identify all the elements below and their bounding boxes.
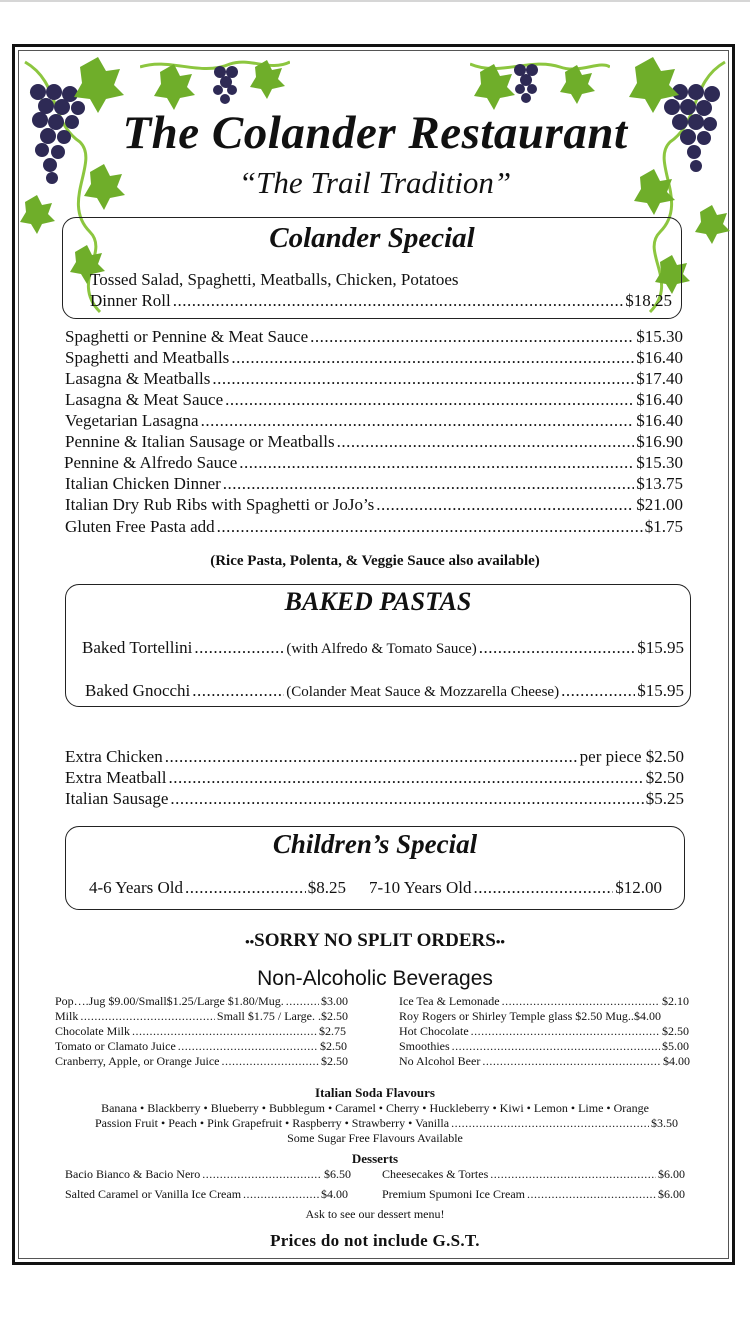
soda-heading: Italian Soda Flavours	[315, 1085, 435, 1100]
diamond-icon: ••	[495, 934, 505, 949]
beverage-item: Chocolate Milk ..... $2.75	[55, 1024, 346, 1039]
diamond-icon: ••	[245, 934, 255, 949]
baked-item: Baked Gnocchi ..... (Colander Meat Sauce & Mozzarella Cheese) ..... $15.95	[85, 681, 684, 701]
children-group-2: 7-10 Years Old ..... $12.00	[369, 878, 662, 898]
menu-item: Pennine & Italian Sausage or Meatballs ..... $16.90	[65, 432, 683, 452]
gst-footer: Prices do not include G.S.T.	[270, 1231, 480, 1250]
beverages-heading: Non-Alcoholic Beverages	[257, 967, 493, 990]
dessert-item: Salted Caramel or Vanilla Ice Cream ..... $4.00	[65, 1187, 348, 1202]
extra-item: Italian Sausage ..... $5.25	[65, 789, 684, 809]
menu-item: Spaghetti and Meatballs ..... $16.40	[65, 348, 683, 368]
colander-special-heading: Colander Special	[269, 222, 475, 254]
soda-sugar-free-note: Some Sugar Free Flavours Available	[287, 1131, 463, 1145]
item-price: $18.25	[625, 291, 672, 310]
menu-item: Lasagna & Meat Sauce ..... $16.40	[65, 390, 683, 410]
dessert-menu-note: Ask to see our dessert menu!	[305, 1207, 445, 1221]
item-name: Dinner Roll	[90, 291, 171, 310]
menu-item: Italian Dry Rub Ribs with Spaghetti or JoJo’s ..... $21.00	[65, 495, 683, 515]
menu-item: Spaghetti or Pennine & Meat Sauce ..... $15.30	[65, 327, 683, 347]
pasta-note: (Rice Pasta, Polenta, & Veggie Sauce also available)	[210, 553, 540, 569]
beverage-item: No Alcohol Beer ..... $4.00	[399, 1054, 690, 1069]
top-divider	[0, 0, 750, 2]
childrens-special-heading: Children’s Special	[272, 829, 478, 859]
baked-item: Baked Tortellini ..... (with Alfredo & Tomato Sauce) ..... $15.95	[82, 638, 684, 658]
colander-special-line2	[90, 291, 672, 311]
beverage-item: Roy Rogers or Shirley Temple glass $2.50 Mug.. $4.00	[399, 1009, 661, 1023]
extra-item: Extra Meatball ..... $2.50	[65, 768, 684, 788]
colander-special-line1: Tossed Salad, Spaghetti, Meatballs, Chicken, Potatoes	[90, 270, 459, 289]
beverage-item: Smoothies ..... $5.00	[399, 1039, 689, 1054]
extra-item: Extra Chicken ..... per piece $2.50	[65, 747, 684, 767]
beverage-item: Hot Chocolate ..... $2.50	[399, 1024, 689, 1039]
children-group-1: 4-6 Years Old ..... $8.25	[89, 878, 346, 898]
dessert-item: Cheesecakes & Tortes ..... $6.00	[382, 1167, 685, 1182]
menu-item: Pennine & Alfredo Sauce ..... $15.30	[64, 453, 683, 473]
menu-item: Italian Chicken Dinner ..... $13.75	[65, 474, 683, 494]
beverage-item: Tomato or Clamato Juice ..... $2.50	[55, 1039, 347, 1054]
split-notice: ••SORRY NO SPLIT ORDERS••	[245, 930, 505, 951]
baked-pastas-heading: BAKED PASTAS	[284, 587, 472, 616]
restaurant-title: The Colander Restaurant	[122, 107, 628, 159]
tagline: “The Trail Tradition”	[238, 165, 512, 200]
beverage-item: Cranberry, Apple, or Orange Juice ..... $2.50	[55, 1054, 348, 1069]
soda-flavours-line1: Banana • Blackberry • Blueberry • Bubblegum • Caramel • Cherry • Huckleberry • Kiwi • Lemon • Lime • Orange	[101, 1101, 649, 1115]
menu-item: Gluten Free Pasta add ..... $1.75	[65, 517, 683, 537]
menu-item: Lasagna & Meatballs ..... $17.40	[65, 369, 683, 389]
menu-item: Vegetarian Lasagna ..... $16.40	[65, 411, 683, 431]
desserts-heading: Desserts	[351, 1151, 399, 1166]
dessert-item: Bacio Bianco & Bacio Nero ..... $6.50	[65, 1167, 351, 1182]
dessert-item: Premium Spumoni Ice Cream ..... $6.00	[382, 1187, 685, 1202]
beverage-item: Pop….Jug $9.00/Small$1.25/Large $1.80/Mug. ..... $3.00	[55, 994, 348, 1009]
beverage-item: Milk ..... Small $1.75 / Large. .$2.50	[55, 1009, 348, 1024]
beverage-item: Ice Tea & Lemonade ..... $2.10	[399, 994, 689, 1009]
soda-flavours-line2: Passion Fruit • Peach • Pink Grapefruit • Raspberry • Strawberry • Vanilla ..... $3.50	[95, 1116, 678, 1131]
